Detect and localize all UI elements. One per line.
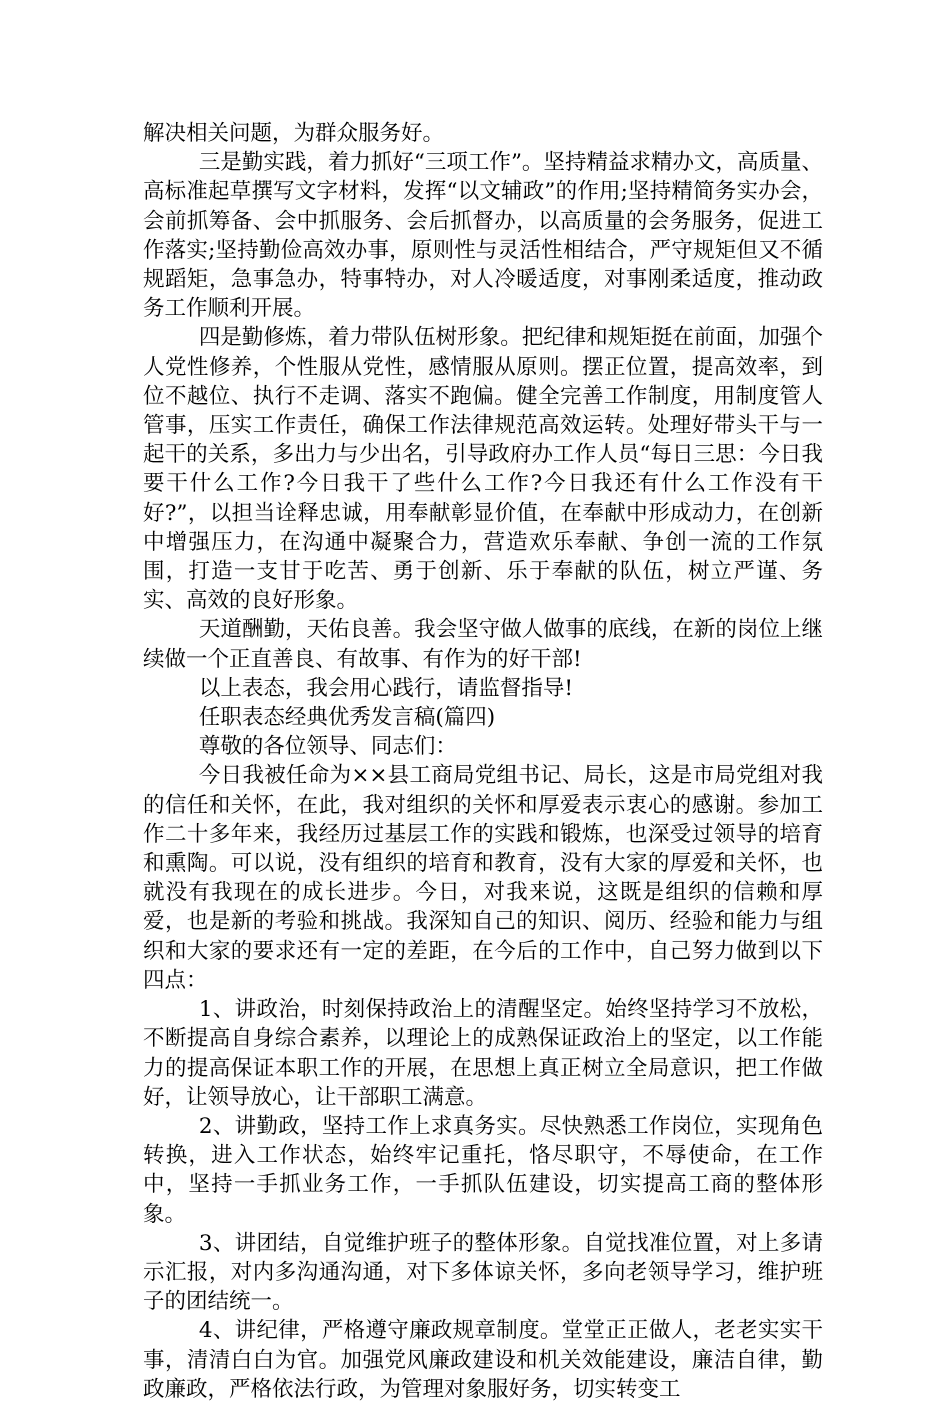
paragraph-introduction: 今日我被任命为××县工商局党组书记、局长，这是市局党组对我的信任和关怀，在此，我对组织的关怀和厚爱表示衷心的感谢。参加工作二十多年来，我经历过基层工作的实践和锻炼，也深受过领导的培育和熏陶。可以说，没有组织的培育和教育，没有大家的厚爱和关怀，也就没有我现在的成长进步。今日，对我来说，这既是组织的信赖和厚爱，也是新的考验和挑战。我深知自己的知识、阅历、经验和能力与组织和大家的要求还有一定的差距，在今后的工作中，自己努力做到以下四点： xyxy=(143,763,823,993)
paragraph-point-politics: 1、讲政治，时刻保持政治上的清醒坚定。始终坚持学习不放松，不断提高自身综合素养，以理论上的成熟保证政治上的坚定，以工作能力的提高保证本职工作的开展，在思想上真正树立全局意识，把工作做好，让领导放心，让干部职工满意。 xyxy=(143,997,823,1110)
paragraph-closing-pledge: 天道酬勤，天佑良善。我会坚守做人做事的底线，在新的岗位上继续做一个正直善良、有故事、有作为的好干部! xyxy=(143,617,823,672)
paragraph-four-cultivation: 四是勤修炼，着力带队伍树形象。把纪律和规矩挺在前面，加强个人党性修养，个性服从党性，感情服从原则。摆正位置，提高效率，到位不越位、执行不走调、落实不跑偏。健全完善工作制度，用制度管人管事，压实工作责任，确保工作法律规范高效运转。处理好带头干与一起干的关系，多出力与少出名，引导政府办工作人员“每日三思：今日我要干什么工作?今日我干了些什么工作?今日我还有什么工作没有干好?”，以担当诠释忠诚，用奉献彰显价值，在奉献中形成动力，在创新中增强压力，在沟通中凝聚合力，营造欢乐奉献、争创一流的工作氛围，打造一支甘于吃苦、勇于创新、乐于奉献的队伍，树立严谨、务实、高效的良好形象。 xyxy=(143,325,823,614)
document-page xyxy=(143,119,823,1404)
section-heading-part-four: 任职表态经典优秀发言稿(篇四) xyxy=(198,705,496,731)
paragraph-point-discipline: 4、讲纪律，严格遵守廉政规章制度。堂堂正正做人，老老实实干事，清清白白为官。加强党风廉政建设和机关效能建设，廉洁自律，勤政廉政，严格依法行政，为管理对象服好务，切实转变工 xyxy=(143,1318,823,1402)
paragraph-continuation: 解决相关问题，为群众服务好。 xyxy=(143,121,445,146)
paragraph-point-unity: 3、讲团结，自觉维护班子的整体形象。自觉找准位置，对上多请示汇报，对内多沟通沟通，对下多体谅关怀，多向老领导学习，维护班子的团结统一。 xyxy=(143,1230,823,1315)
paragraph-three-practice: 三是勤实践，着力抓好“三项工作”。坚持精益求精办文，高质量、高标准起草撰写文字材料，发挥“以文辅政”的作用;坚持精简务实办会，会前抓筹备、会中抓服务、会后抓督办，以高质量的会务服务，促进工作落实;坚持勤俭高效办事，原则性与灵活性相结合，严守规矩但又不循规蹈矩，急事急办，特事特办，对人冷暖适度，对事刚柔适度，推动政务工作顺利开展。 xyxy=(143,150,823,322)
paragraph-salutation: 尊敬的各位领导、同志们： xyxy=(198,734,457,760)
paragraph-point-diligence: 2、讲勤政，坚持工作上求真务实。尽快熟悉工作岗位，实现角色转换，进入工作状态，始终牢记重托，恪尽职守，不辱使命，在工作中，坚持一手抓业务工作，一手抓队伍建设，切实提高工商的整体形象。 xyxy=(143,1113,823,1227)
paragraph-closing-request: 以上表态，我会用心践行，请监督指导! xyxy=(198,675,574,701)
